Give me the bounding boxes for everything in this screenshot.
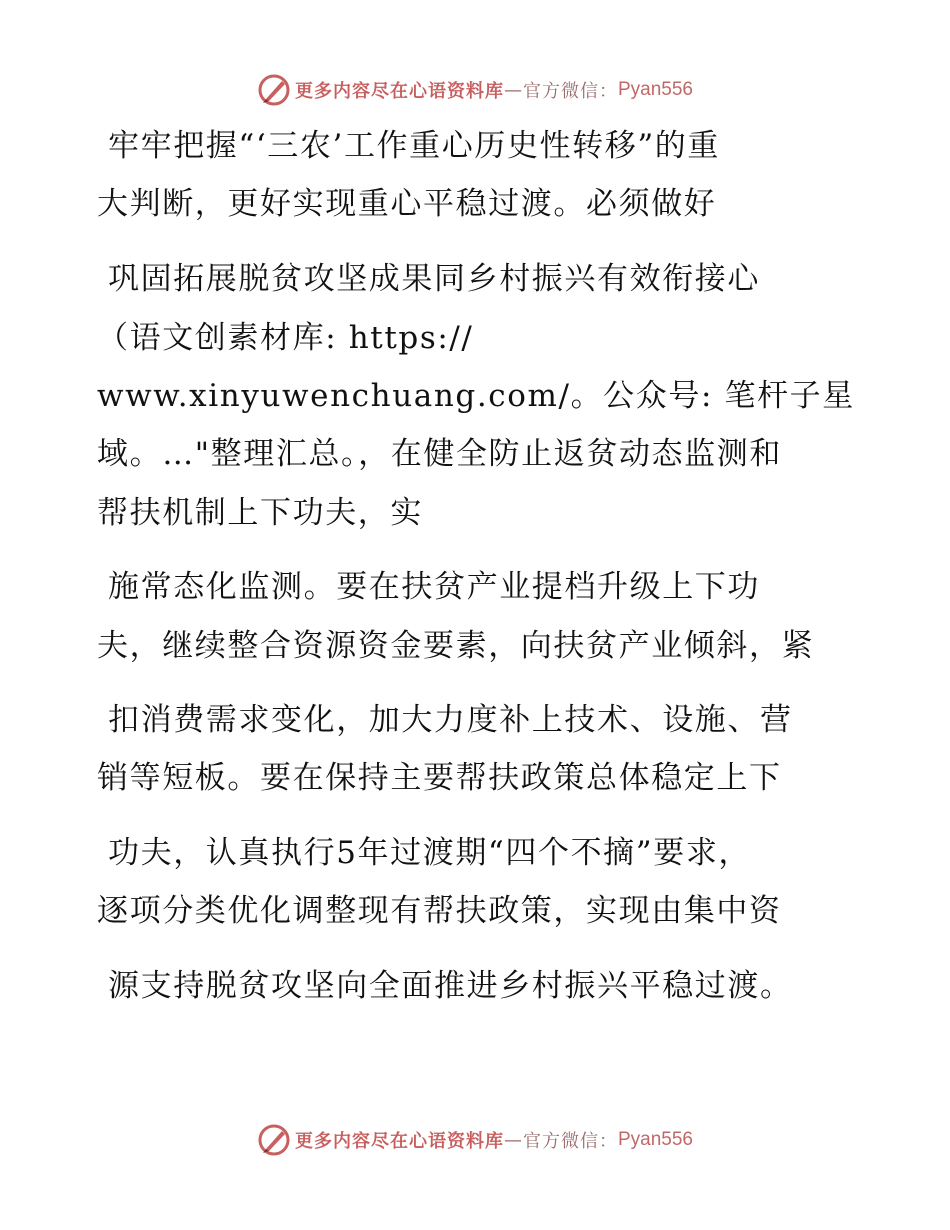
brush-logo-icon [257, 1123, 291, 1157]
text-line: 销等短板。要在保持主要帮扶政策总体稳定上下 [97, 760, 782, 796]
text-line: 夫，继续整合资源资金要素，向扶贫产业倾斜，紧 [97, 628, 815, 664]
watermark-wechat-id: Pyan556 [617, 79, 693, 100]
text-line: 域。…"整理汇总。，在健全防止返贫动态监测和 [97, 436, 782, 472]
watermark-text: 更多内容尽在心语资料库 [294, 1131, 504, 1152]
text-line: （语文创素材库: https:// [97, 320, 474, 356]
watermark-dash: — [503, 1129, 523, 1151]
text-line: 逐项分类优化调整现有帮扶政策，实现由集中资 [97, 893, 782, 929]
watermark-text: 更多内容尽在心语资料库 [294, 81, 504, 102]
text-line: 功夫，认真执行5年过渡期“四个不摘”要求， [108, 835, 752, 871]
watermark-wechat-label: 官方微信： [522, 81, 618, 102]
footer-watermark [0, 1120, 950, 1160]
watermark-wechat-id: Pyan556 [617, 1129, 693, 1150]
text-line: 大判断，更好实现重心平稳过渡。必须做好 [97, 186, 717, 222]
text-line: 巩固拓展脱贫攻坚成果同乡村振兴有效衔接心 [108, 261, 760, 297]
watermark-wechat-label: 官方微信： [522, 1131, 618, 1152]
text-line: 扣消费需求变化，加大力度补上技术、设施、营 [108, 702, 793, 738]
text-line: 源支持脱贫攻坚向全面推进乡村振兴平稳过渡。 [108, 968, 793, 1004]
text-line: 施常态化监测。要在扶贫产业提档升级上下功 [108, 569, 760, 605]
text-line: 帮扶机制上下功夫，实 [97, 495, 423, 531]
text-line: www.xinyuwenchuang.com/。公众号: 笔杆子星 [97, 378, 855, 414]
watermark-dash: — [503, 79, 523, 101]
text-line: 牢牢把握“‘三农’工作重心历史性转移”的重 [108, 128, 721, 164]
